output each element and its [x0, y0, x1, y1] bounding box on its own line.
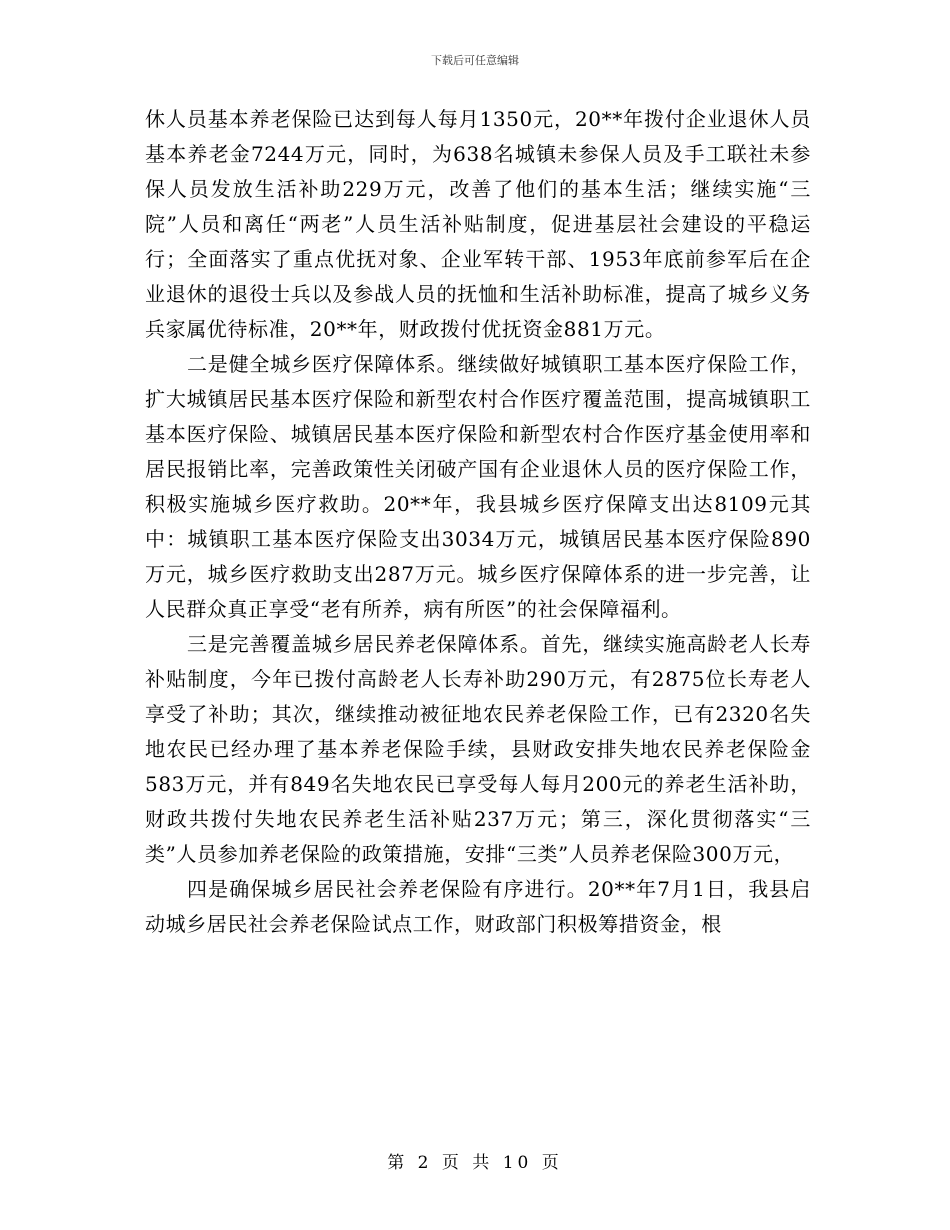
paragraph-medical-security: 二是健全城乡医疗保障体系。继续做好城镇职工基本医疗保险工作，扩大城镇居民基本医疗保险和新型农村合作医疗覆盖范围，提高城镇职工基本医疗保险、城镇居民基本医疗保险和新型农村合作医疗基金使用率和居民报销比率，完善政策性关闭破产国有企业退休人员的医疗保险工作，积极实施城乡医疗救助。20**年，我县城乡医疗保障支出达8109元其中：城镇职工基本医疗保险支出3034万元，城镇居民基本医疗保险890万元，城乡医疗救助支出287万元。城乡医疗保障体系的进一步完善，让人民群众真正享受“老有所养，病有所医”的社会保障福利。 [145, 352, 811, 621]
page-number-footer: 第 2 页 共 10 页 [387, 1153, 563, 1173]
document-body [145, 102, 811, 942]
paragraph-elderly-pension: 三是完善覆盖城乡居民养老保障体系。首先，继续实施高龄老人长寿补贴制度，今年已拨付高龄老人长寿补助290万元，有2875位长寿老人享受了补助；其次，继续推动被征地农民养老保险工作，已有2320名失地农民已经办理了基本养老保险手续，县财政安排失地农民养老保险金583万元，并有849名失地农民已享受每人每月200元的养老生活补助，财政共拨付失地农民养老生活补贴237万元；第三，深化贯彻落实“三类”人员参加养老保险的政策措施，安排“三类”人员养老保险300万元， [145, 632, 811, 866]
page-header: 下载后可任意编辑 [431, 54, 519, 67]
paragraph-resident-insurance: 四是确保城乡居民社会养老保险有序进行。20**年7月1日，我县启动城乡居民社会养老保险试点工作，财政部门积极筹措资金，根 [145, 877, 811, 936]
paragraph-pension-continuation: 休人员基本养老保险已达到每人每月1350元，20**年拨付企业退休人员基本养老金7244万元，同时，为638名城镇未参保人员及手工联社未参保人员发放生活补助229万元，改善了他们的基本生活；继续实施“三院”人员和离任“两老”人员生活补贴制度，促进基层社会建设的平稳运行；全面落实了重点优抚对象、企业军转干部、1953年底前参军后在企业退休的退役士兵以及参战人员的抚恤和生活补助标准，提高了城乡义务兵家属优待标准，20**年，财政拨付优抚资金881万元。 [145, 107, 811, 341]
